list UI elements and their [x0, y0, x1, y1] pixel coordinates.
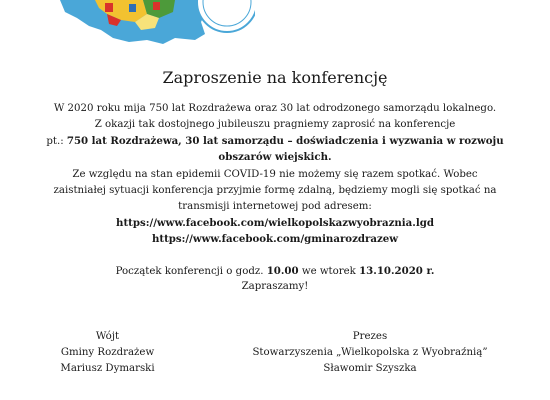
link-lgd-facebook[interactable]: https://www.facebook.com/wielkopolskazwyobraznia.lgd — [116, 217, 434, 229]
intro-line-2: Z okazji tak dostojnego jubileuszu pragniemy zaprosić na konferencje — [94, 119, 456, 130]
signature-left-role: Wójt — [95, 331, 120, 342]
signature-right-org: Stowarzyszenia „Wielkopolska z Wyobraźnią” — [252, 347, 488, 358]
signature-left-org: Gminy Rozdrażew — [60, 347, 155, 358]
start-prefix: Początek konferencji o godz. — [115, 266, 267, 277]
intro-line-1: W 2020 roku mija 750 lat Rozdrażewa oraz 30 lat odrodzonego samorządu lokalnego. — [53, 103, 497, 114]
page-title: Zaproszenie na konferencję — [162, 68, 388, 87]
conference-title-part-2: obszarów wiejskich. — [218, 151, 332, 163]
link-gmina-facebook[interactable]: https://www.facebook.com/gminarozdrazew — [151, 233, 399, 245]
covid-line-3: transmisji internetowej pod adresem: — [178, 201, 372, 212]
start-middle: we wtorek — [298, 266, 360, 277]
signature-left-name: Mariusz Dymarski — [60, 363, 155, 374]
start-info — [0, 265, 550, 277]
crest-icon-3 — [153, 2, 160, 10]
crest-icon-2 — [129, 4, 136, 12]
signature-right-name: Sławomir Szyszka — [323, 363, 417, 374]
start-time: 10.00 — [266, 265, 299, 277]
covid-line-1: Ze względu na stan epidemii COVID-19 nie możemy się razem spotkać. Wobec — [72, 169, 478, 180]
crest-icon-1 — [105, 3, 113, 12]
intro-line-3 — [0, 135, 550, 147]
closing-text: Zapraszamy! — [241, 281, 309, 292]
conference-title-part-1: 750 lat Rozdrażewa, 30 lat samorządu – doświadczenia i wyzwania w rozwoju — [66, 135, 504, 147]
intro-line-3-prefix: pt.: — [46, 136, 67, 147]
covid-line-2: zaistniałej sytuacji konferencja przyjmie formę zdalną, będziemy mogli się spotkać na — [53, 185, 497, 196]
start-date: 13.10.2020 r. — [359, 265, 435, 277]
signature-right-role: Prezes — [352, 331, 388, 342]
logo-map-emblem — [55, 0, 255, 46]
